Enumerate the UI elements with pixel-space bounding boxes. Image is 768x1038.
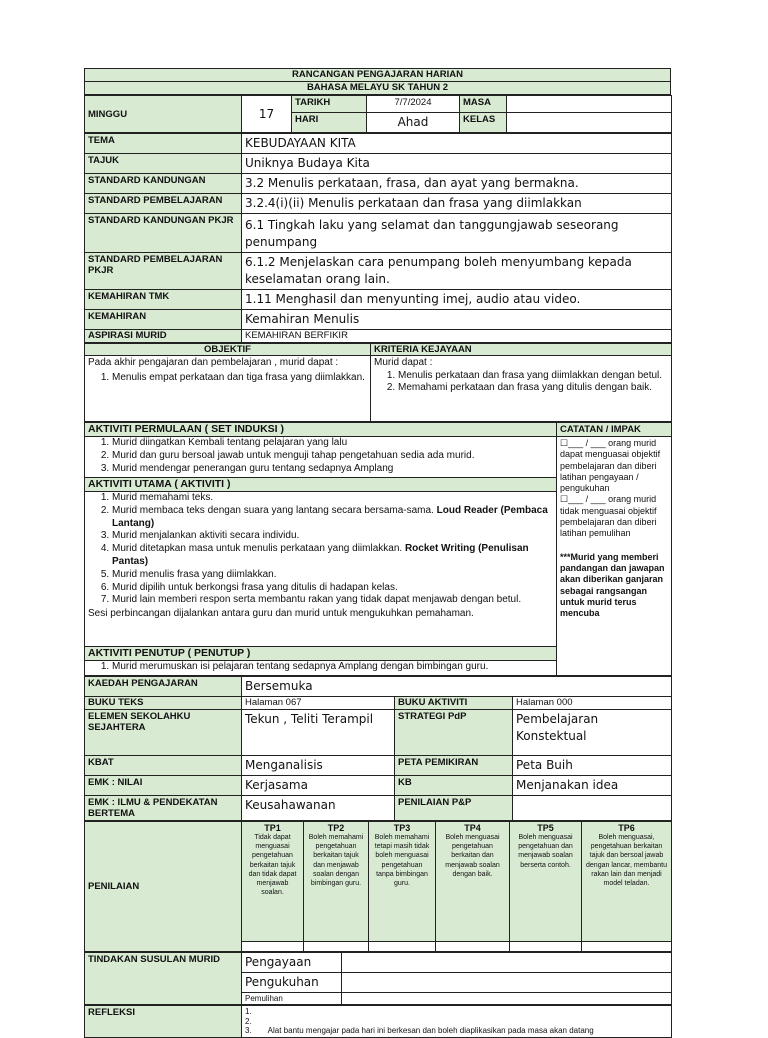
tindakan-note[interactable] — [342, 993, 672, 1005]
buku-aktiviti-value: Halaman 000 — [513, 697, 672, 710]
tindakan-item: Pemulihan — [242, 993, 342, 1005]
kriteria-item: 1. Menulis perkataan dan frasa yang diimlakkan dengan betul. — [398, 370, 668, 383]
row-value: KEBUDAYAAN KITA — [242, 134, 672, 154]
permulaan-item: 2. Murid dan guru bersoal jawab untuk menguji tahap pengetahuan sedia ada murid. — [112, 450, 553, 463]
objektif-intro: Pada akhir pengajaran dan pembelajaran , murid dapat : — [88, 357, 339, 368]
masa-label: MASA — [460, 96, 507, 113]
tp2-cell — [304, 822, 369, 942]
utama-item: 7. Murid lain memberi respon serta membantu rakan yang tidak dapat menjawab dengan betul. — [112, 594, 553, 607]
row-value: 6.1 Tingkah laku yang selamat dan tanggungjawab seseorang penumpang — [242, 214, 672, 253]
strategi-label: STRATEGI PdP — [395, 710, 513, 756]
tp5-desc: Boleh menguasai pengetahuan dan menjawab soalan berserta contoh. — [518, 834, 573, 869]
details-table — [84, 676, 672, 821]
kaedah-label: KAEDAH PENGAJARAN — [85, 677, 242, 697]
minggu-label: MINGGU — [85, 96, 242, 133]
elemen-label: ELEMEN SEKOLAHKU SEJAHTERA — [85, 710, 242, 756]
refleksi-label: REFLEKSI — [85, 1006, 242, 1038]
utama-item: 4. Murid ditetapkan masa untuk menulis perkataan yang diimlakkan. Rocket Writing (Penulisan Pantas) — [112, 543, 553, 569]
utama-item: 3. Murid menjalankan aktiviti secara individu. — [112, 530, 553, 543]
permulaan-item: 1. Murid diingatkan Kembali tentang pelajaran yang lalu — [112, 437, 553, 450]
buku-teks-value: Halaman 067 — [242, 697, 395, 710]
row-value: 1.11 Menghasil dan menyunting imej, audio atau video. — [242, 290, 672, 310]
tp2-mark[interactable] — [304, 942, 369, 952]
utama-item: 1. Murid memahami teks. — [112, 492, 553, 505]
strategy-rocket-writing: Rocket Writing (Penulisan Pantas) — [112, 543, 529, 567]
refleksi-cell — [242, 1006, 672, 1038]
utama-heading: AKTIVITI UTAMA ( AKTIVITI ) — [85, 478, 557, 492]
elemen-value: Tekun , Teliti Terampil — [242, 710, 395, 756]
kriteria-cell — [371, 356, 672, 422]
kbat-label: KBAT — [85, 756, 242, 776]
tarikh-label: TARIKH — [292, 96, 367, 113]
tp4-mark[interactable] — [436, 942, 510, 952]
tp6-mark[interactable] — [582, 942, 672, 952]
row-value: 6.1.2 Menjelaskan cara penumpang boleh menyumbang kepada keselamatan orang lain. — [242, 253, 672, 290]
tp6-heading: TP6 — [618, 823, 635, 833]
row-value: Uniknya Budaya Kita — [242, 154, 672, 174]
penutup-cell — [85, 661, 557, 676]
tp6-cell — [582, 822, 672, 942]
tp3-cell — [369, 822, 436, 942]
row-label: ASPIRASI MURID — [85, 330, 242, 343]
objektif-heading: OBJEKTIF — [85, 344, 371, 356]
peta-label: PETA PEMIKIRAN — [395, 756, 513, 776]
row-label: KEMAHIRAN — [85, 310, 242, 330]
tp3-desc: Boleh memahami tetapi masih tidak boleh menguasai pengetahuan tanpa bimbingan guru. — [374, 834, 430, 888]
hari-label: HARI — [292, 113, 367, 133]
row-value: Kemahiran Menulis — [242, 310, 672, 330]
hari-value: Ahad — [367, 113, 460, 133]
refleksi-line-3: 3. Alat bantu mengajar pada hari ini berkesan dan boleh diaplikasikan pada masa akan datang — [245, 1026, 594, 1035]
penutup-item: 1. Murid merumuskan isi pelajaran tentang sedapnya Amplang dengan bimbingan guru. — [112, 661, 553, 674]
tp2-heading: TP2 — [327, 823, 345, 833]
penilaian-label: PENILAIAN — [85, 822, 242, 952]
kaedah-value: Bersemuka — [242, 677, 672, 697]
buku-aktiviti-label: BUKU AKTIVITI — [395, 697, 513, 710]
permulaan-cell — [85, 437, 557, 478]
penilaian-pp-label: PENILAIAN P&P — [395, 796, 513, 821]
objectives-table — [84, 343, 672, 422]
objektif-item: 1. Menulis empat perkataan dan tiga frasa yang diimlakkan. — [112, 372, 367, 385]
row-label: TEMA — [85, 134, 242, 154]
tp5-heading: TP5 — [537, 823, 554, 833]
tp4-cell — [436, 822, 510, 942]
tp4-heading: TP4 — [464, 823, 481, 833]
peta-value: Peta Buih — [513, 756, 672, 776]
ilmu-value: Keusahawanan — [242, 796, 395, 821]
nilai-value: Kerjasama — [242, 776, 395, 796]
tindakan-note[interactable] — [342, 953, 672, 973]
masa-value — [507, 96, 672, 113]
penilaian-pp-value — [513, 796, 672, 821]
tarikh-value: 7/7/2024 — [367, 96, 460, 113]
kb-value: Menjanakan idea — [513, 776, 672, 796]
kelas-value — [507, 113, 672, 133]
tindakan-item: Pengukuhan — [242, 973, 342, 993]
utama-cell — [85, 492, 557, 647]
plan-subtitle: BAHASA MELAYU SK TAHUN 2 — [85, 82, 671, 95]
nilai-label: EMK : NILAI — [85, 776, 242, 796]
tindakan-note[interactable] — [342, 973, 672, 993]
tindakan-table — [84, 952, 672, 1005]
row-value: 3.2 Menulis perkataan, frasa, dan ayat yang bermakna. — [242, 174, 672, 194]
refleksi-table — [84, 1005, 672, 1038]
kriteria-heading: KRITERIA KEJAYAAN — [371, 344, 672, 356]
catatan-cell — [557, 437, 672, 676]
row-label: STANDARD PEMBELAJARAN PKJR — [85, 253, 242, 290]
row-label: KEMAHIRAN TMK — [85, 290, 242, 310]
penutup-heading: AKTIVITI PENUTUP ( PENUTUP ) — [85, 647, 557, 661]
catatan-line-2: ☐___ / ___ orang murid tidak menguasai objektif pembelajaran dan diberi latihan pemulihan — [560, 494, 657, 539]
activities-table — [84, 422, 672, 676]
lesson-plan-sheet — [84, 68, 671, 1038]
row-value: 3.2.4(i)(ii) Menulis perkataan dan frasa yang diimlakkan — [242, 194, 672, 214]
refleksi-line-2: 2. — [245, 1016, 252, 1026]
plan-title: RANCANGAN PENGAJARAN HARIAN — [85, 69, 671, 82]
standards-table — [84, 133, 672, 343]
permulaan-heading: AKTIVITI PERMULAAN ( SET INDUKSI ) — [85, 423, 557, 437]
tp3-heading: TP3 — [393, 823, 411, 833]
header-table — [84, 68, 671, 95]
strategy-loud-reader: Loud Reader (Pembaca Lantang) — [112, 504, 548, 529]
catatan-line-1: ☐___ / ___ orang murid dapat menguasai objektif pembelajaran dan diberi latihan pengayaan / pengukuhan — [560, 438, 661, 494]
minggu-value: 17 — [242, 96, 292, 133]
refleksi-line-1: 1. — [245, 1007, 252, 1016]
objektif-cell — [85, 356, 371, 422]
row-value: KEMAHIRAN BERFIKIR — [242, 330, 672, 343]
catatan-note: ***Murid yang memberi pandangan dan jawapan akan diberikan ganjaran sebagai rangsangan untuk murid terus mencuba — [560, 551, 665, 619]
catatan-heading: CATATAN / IMPAK — [557, 423, 672, 437]
row-label: TAJUK — [85, 154, 242, 174]
tp2-desc: Boleh memahami pengetahuan berkaitan tajuk dan menjawab soalan dengan bimbingan guru. — [308, 834, 364, 888]
ilmu-label: EMK : ILMU & PENDEKATAN BERTEMA — [85, 796, 242, 821]
tindakan-label: TINDAKAN SUSULAN MURID — [85, 953, 242, 1005]
tp1-cell — [242, 822, 304, 942]
utama-item: 6. Murid dipilih untuk berkongsi frasa yang ditulis di hadapan kelas. — [112, 582, 553, 595]
tp3-mark[interactable] — [369, 942, 436, 952]
tp6-desc: Boleh menguasai, pengetahuan berkaitan tajuk dan bersoal jawab dengan lancar, membantu rakan lain dan menjadi model teladan. — [586, 834, 667, 888]
kriteria-intro: Murid dapat : — [374, 357, 433, 368]
tp5-cell — [510, 822, 582, 942]
tp5-mark[interactable] — [510, 942, 582, 952]
penilaian-table — [84, 821, 672, 952]
tp1-mark[interactable] — [242, 942, 304, 952]
tp1-desc: Tidak dapat menguasai pengetahuan berkaitan tajuk dan tidak dapat menjawab soalan. — [248, 834, 297, 897]
tp4-desc: Boleh menguasai pengetahuan berkaitan dan menjawab soalan dengan baik. — [445, 834, 500, 878]
info-table — [84, 95, 672, 133]
row-label: STANDARD KANDUNGAN — [85, 174, 242, 194]
row-label: STANDARD KANDUNGAN PKJR — [85, 214, 242, 253]
tindakan-item: Pengayaan — [242, 953, 342, 973]
strategi-value: Pembelajaran Konstektual — [513, 710, 672, 756]
utama-closing: Sesi perbincangan dijalankan antara guru dan murid untuk mengukuhkan pemahaman. — [88, 608, 474, 620]
utama-item: 5. Murid menulis frasa yang diimlakkan. — [112, 569, 553, 582]
tp1-heading: TP1 — [264, 823, 281, 833]
kb-label: KB — [395, 776, 513, 796]
buku-teks-label: BUKU TEKS — [85, 697, 242, 710]
kelas-label: KELAS — [460, 113, 507, 133]
row-label: STANDARD PEMBELAJARAN — [85, 194, 242, 214]
kbat-value: Menganalisis — [242, 756, 395, 776]
utama-item: 2. Murid membaca teks dengan suara yang lantang secara bersama-sama. Loud Reader (Pembaca Lantang) — [112, 505, 553, 531]
permulaan-item: 3. Murid mendengar penerangan guru tentang sedapnya Amplang — [112, 463, 553, 476]
kriteria-item: 2. Memahami perkataan dan frasa yang ditulis dengan baik. — [398, 382, 668, 395]
